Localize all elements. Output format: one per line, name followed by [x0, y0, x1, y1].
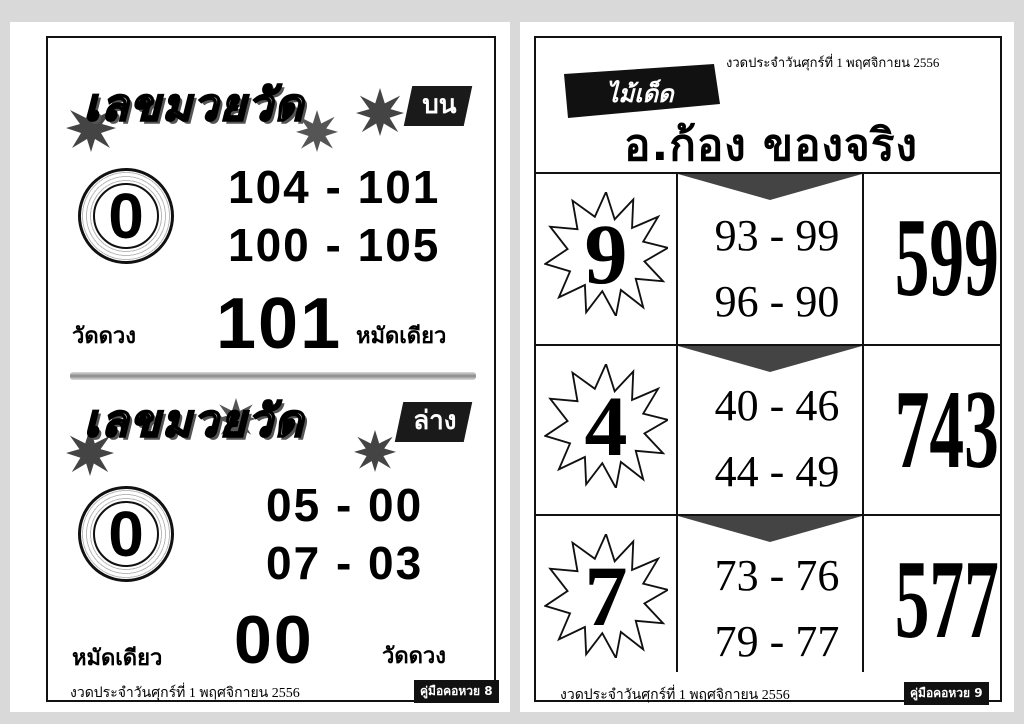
down-arrow-icon — [678, 516, 862, 542]
top-section-title: เลขมวยวัด — [84, 80, 305, 131]
footer-page-tag: คู่มือคอหวย 8 — [414, 680, 499, 703]
bottom-section-tag: ล่าง — [395, 402, 473, 442]
footer-date: งวดประจำวันศุกร์ที่ 1 พฤศจิกายน 2556 — [70, 686, 300, 701]
bottom-pair-line: 07 - 03 — [266, 537, 424, 589]
starburst-icon — [354, 430, 396, 472]
down-arrow-icon — [678, 174, 862, 200]
row-digit: 9 — [584, 206, 628, 302]
row-big-number: 577 — [894, 538, 999, 662]
grid-divider — [862, 172, 864, 672]
top-section-tag: บน — [403, 86, 472, 126]
top-pair-line: 100 - 105 — [228, 219, 441, 271]
footer-date: งวดประจำวันศุกร์ที่ 1 พฤศจิกายน 2556 — [560, 688, 790, 703]
top-label-right: หมัดเดียว — [356, 324, 447, 349]
page-title: อ.ก้อง ของจริง — [624, 120, 918, 171]
bottom-title-block — [66, 378, 486, 468]
top-circle-digit — [78, 168, 174, 264]
right-page — [520, 22, 1014, 712]
row-pair-line: 73 - 76 — [714, 551, 840, 600]
right-page-frame — [534, 36, 1002, 702]
left-page — [10, 22, 510, 712]
header-date: งวดประจำวันศุกร์ที่ 1 พฤศจิกายน 2556 — [726, 55, 940, 70]
grid-divider — [676, 172, 678, 672]
down-arrow-icon — [678, 346, 862, 372]
badge-label: ไม้เด็ด — [606, 80, 674, 108]
bottom-circle-digit-value: 0 — [93, 501, 159, 567]
top-circle-digit-value: 0 — [93, 183, 159, 249]
row-pair-line: 93 - 99 — [714, 211, 840, 260]
bottom-section-title: เลขมวยวัด — [84, 396, 305, 447]
top-title-block — [66, 62, 486, 152]
bottom-pair-line: 05 - 00 — [266, 479, 424, 531]
left-page-frame — [46, 36, 496, 702]
starburst-icon — [356, 88, 404, 136]
top-label-left: วัดดวง — [72, 324, 137, 349]
bottom-big-number: 00 — [234, 602, 314, 678]
row-pair-line: 44 - 49 — [714, 447, 840, 496]
bottom-circle-digit — [78, 486, 174, 582]
row-big-number: 743 — [894, 368, 999, 492]
row-digit-burst — [544, 364, 668, 488]
row-pair-line: 79 - 77 — [714, 617, 840, 666]
top-big-number: 101 — [216, 284, 343, 364]
footer-page-tag: คู่มือคอหวย 9 — [904, 682, 989, 705]
row-digit: 7 — [584, 548, 628, 644]
bottom-label-right: วัดดวง — [382, 644, 447, 669]
row-big-number: 599 — [894, 196, 999, 320]
bottom-label-left: หมัดเดียว — [72, 646, 163, 671]
row-pair-line: 40 - 46 — [714, 381, 840, 430]
row-digit: 4 — [584, 378, 628, 474]
row-digit-burst — [544, 534, 668, 658]
top-pair-line: 104 - 101 — [228, 161, 441, 213]
row-pair-line: 96 - 90 — [714, 277, 840, 326]
row-digit-burst — [544, 192, 668, 316]
